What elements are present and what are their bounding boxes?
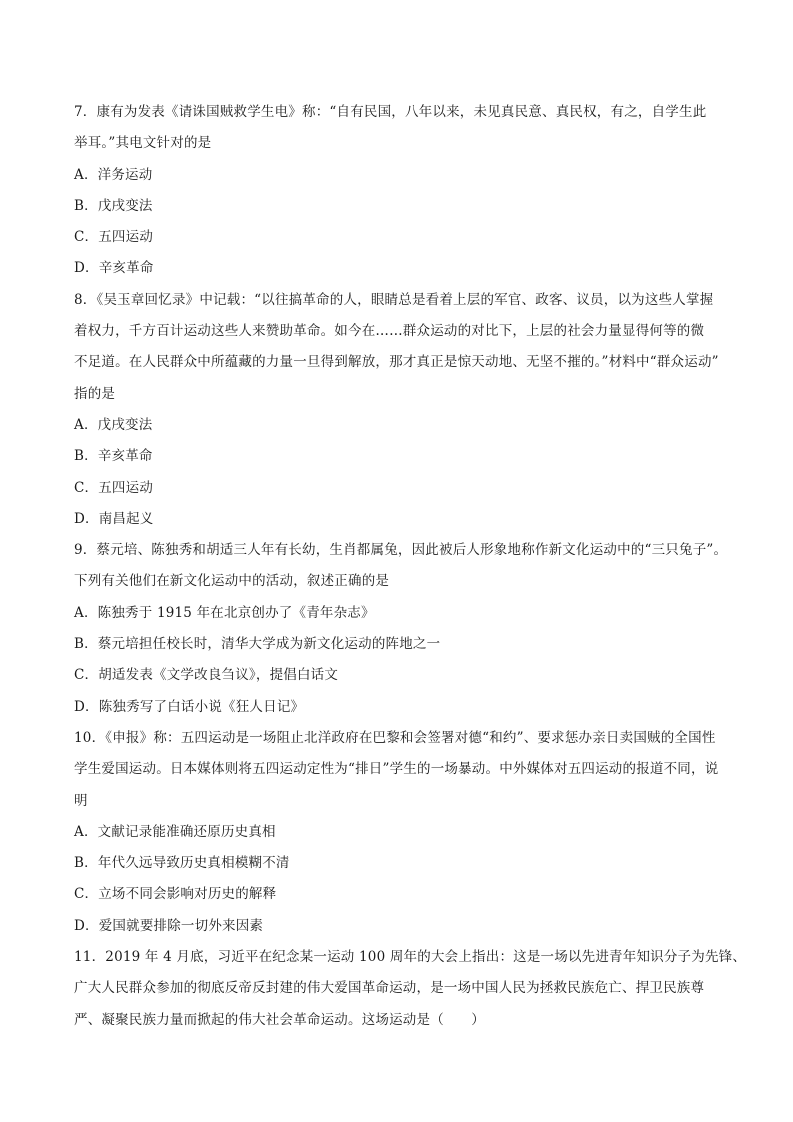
answer-option: A．陈独秀于 1915 年在北京创办了《青年杂志》	[74, 604, 375, 621]
question-1	[74, 97, 722, 285]
question-stem-line: 8．《吴玉章回忆录》中记载：“以往搞革命的人，眼睛总是看着上层的军官、政客、议员，以为这些人掌握	[74, 291, 714, 308]
question-stem-line: 指的是	[74, 385, 116, 402]
question-4	[74, 723, 722, 942]
question-stem-line: 7．康有为发表《请诛国贼救学生电》称：“自有民国，八年以来，未见真民意、真民权，有之，自学生此	[74, 104, 707, 120]
question-stem	[74, 723, 722, 817]
answer-option: A．文献记录能准确还原历史真相	[74, 823, 276, 840]
answer-option: C．五四运动	[74, 479, 154, 496]
answer-option: A．戊戌变法	[74, 416, 153, 433]
question-stem-line: 11．2019 年 4 月底，习近平在纪念某一运动 100 周年的大会上指出：这是一场以先进青年知识分子为先锋、	[74, 949, 747, 966]
question-stem-line: 下列有关他们在新文化运动中的活动，叙述正确的是	[74, 573, 390, 590]
question-stem-line: 广大人民群众参加的彻底反帝反封建的伟大爱国革命运动，是一场中国人民为拯救民族危亡、捍卫民族尊	[74, 980, 705, 997]
question-stem-line: 明	[74, 792, 88, 809]
question-5	[74, 942, 747, 1036]
answer-option: B．辛亥革命	[74, 448, 153, 465]
question-stem-line: 严、凝聚民族力量而掀起的伟大社会革命运动。这场运动是（ ）	[74, 1011, 485, 1028]
question-stem	[74, 942, 747, 1036]
answer-option: B．年代久远导致历史真相模糊不清	[74, 855, 290, 872]
question-stem-line: 着权力，千方百计运动这些人来赞助革命。如今在……群众运动的对比下，上层的社会力量显得何等的微	[74, 323, 705, 340]
question-stem-line: 不足道。在人民群众中所蕴藏的力量一旦得到解放，那才真正是惊天动地、无坚不摧的。”材料中“群众运动”	[74, 354, 719, 371]
answer-option: A．洋务运动	[74, 166, 153, 183]
question-stem-line: 举耳。”其电文针对的是	[74, 135, 212, 152]
question-2	[74, 285, 722, 535]
question-stem	[74, 97, 722, 160]
answer-option: C．胡适发表《文学改良刍议》，提倡白话文	[74, 667, 339, 684]
question-3	[74, 535, 728, 723]
answer-option: B．戊戌变法	[74, 197, 153, 214]
question-stem	[74, 535, 728, 598]
question-stem	[74, 285, 722, 410]
question-stem-line: 学生爱国运动。日本媒体则将五四运动定性为“排日”学生的一场暴动。中外媒体对五四运动的报道不同，说	[74, 761, 719, 778]
answer-option: D．辛亥革命	[74, 260, 154, 277]
question-list	[74, 97, 747, 1036]
answer-option: C．五四运动	[74, 229, 154, 246]
answer-option: D．南昌起义	[74, 510, 154, 527]
answer-option: D．爱国就要排除一切外来因素	[74, 917, 264, 934]
answer-option: C．立场不同会影响对历史的解释	[74, 886, 277, 903]
question-stem-line: 9．蔡元培、陈独秀和胡适三人年有长幼，生肖都属兔，因此被后人形象地称作新文化运动中的“三只兔子”。	[74, 542, 728, 559]
answer-option: D．陈独秀写了白话小说《狂人日记》	[74, 698, 305, 715]
answer-option: B．蔡元培担任校长时，清华大学成为新文化运动的阵地之一	[74, 636, 441, 653]
question-stem-line: 10．《申报》称：五四运动是一场阻止北洋政府在巴黎和会签署对德“和约”、要求惩办亲日卖国贼的全国性	[74, 729, 716, 746]
